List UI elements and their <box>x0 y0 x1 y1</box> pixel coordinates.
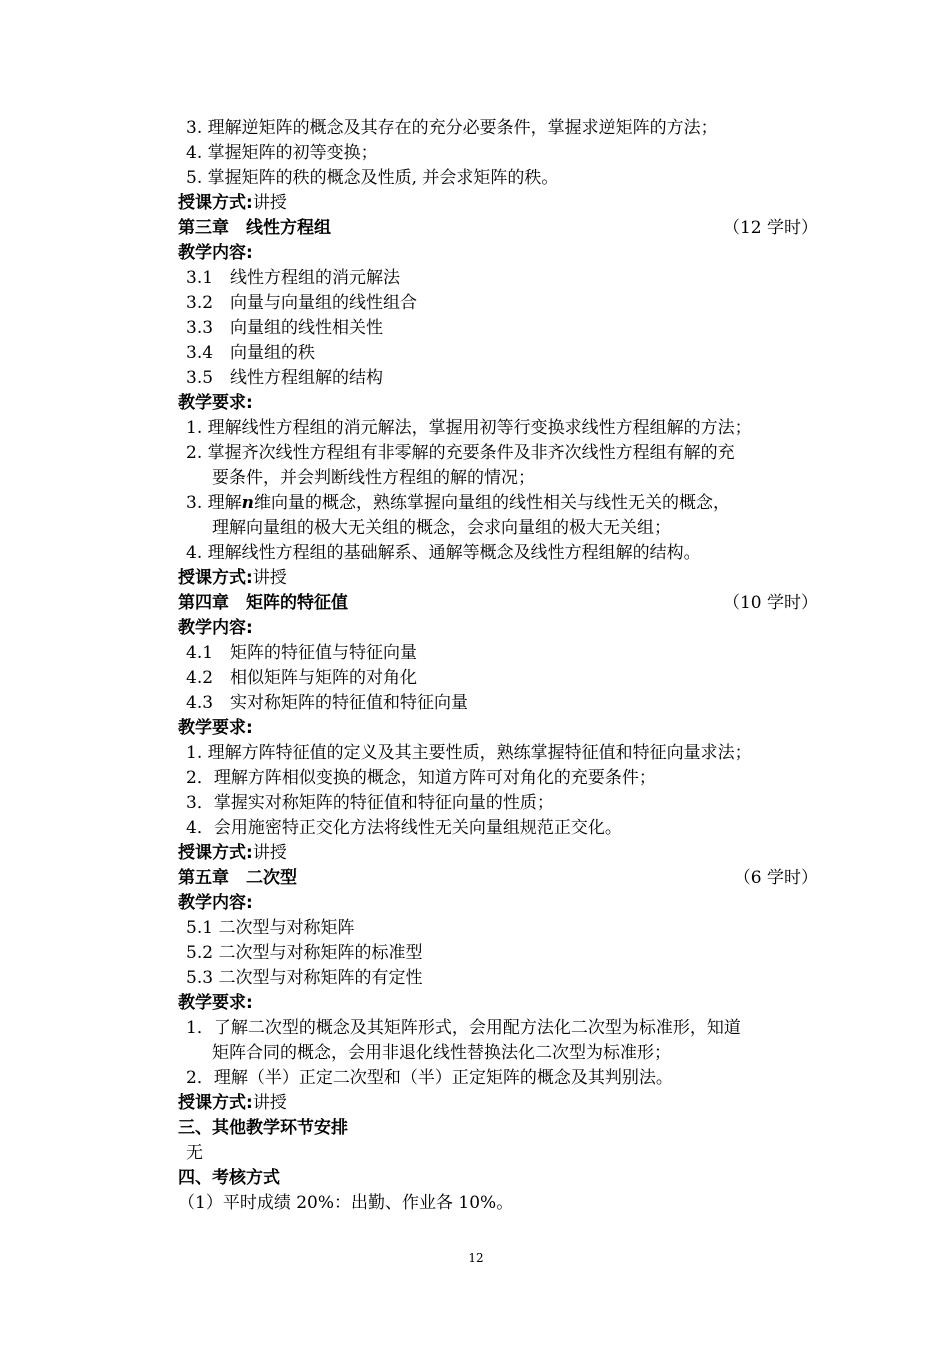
teaching-method-label: 授课方式: <box>178 1093 253 1113</box>
content-item <box>186 291 826 315</box>
teaching-method-value: 讲授 <box>252 1093 287 1113</box>
content-text: 线性方程组的消元解法 <box>230 268 400 288</box>
content-number: 4.3 <box>186 693 214 713</box>
teaching-method-label: 授课方式: <box>178 843 253 863</box>
content-item <box>186 316 826 340</box>
requirement-text: 维向量的概念，熟练掌握向量组的线性相关与线性无关的概念， <box>254 493 730 513</box>
requirement-item: 1. 理解线性方程组的消元解法，掌握用初等行变换求线性方程组解的方法； <box>186 418 752 438</box>
chapter-heading <box>178 591 818 615</box>
content-text: 矩阵的特征值与特征向量 <box>230 643 417 663</box>
content-number: 3.5 <box>186 368 214 388</box>
content-number: 3.2 <box>186 293 214 313</box>
section-heading: 四、考核方式 <box>178 1168 280 1188</box>
requirement-item: 4. 理解线性方程组的基础解系、通解等概念及线性方程组解的结构。 <box>186 543 701 563</box>
content-text: 向量组的线性相关性 <box>230 318 383 338</box>
teaching-content-label: 教学内容: <box>178 618 253 638</box>
teaching-method <box>178 1091 818 1115</box>
content-text: 实对称矩阵的特征值和特征向量 <box>230 693 468 713</box>
requirement-item-continued: 矩阵合同的概念，会用非退化线性替换法化二次型为标准形； <box>212 1043 671 1063</box>
requirement-item: 2．理解（半）正定二次型和（半）正定矩阵的概念及其判别法。 <box>186 1068 673 1088</box>
requirement-item: 2. 掌握齐次线性方程组有非零解的充要条件及非齐次线性方程组有解的充 <box>186 443 735 463</box>
page-number: 12 <box>468 1251 484 1265</box>
requirement-item: 1．了解二次型的概念及其矩阵形式，会用配方法化二次型为标准形，知道 <box>186 1018 741 1038</box>
chapter-hours: （6 学时） <box>733 868 818 888</box>
content-item: 5.3 二次型与对称矩阵的有定性 <box>186 968 423 988</box>
content-text: 向量与向量组的线性组合 <box>230 293 417 313</box>
requirement-text: 3. 理解 <box>186 493 242 513</box>
teaching-requirements-label: 教学要求: <box>178 393 253 413</box>
content-text: 向量组的秩 <box>230 343 315 363</box>
chapter-heading <box>178 216 818 240</box>
requirement-item: 3．掌握实对称矩阵的特征值和特征向量的性质； <box>186 793 554 813</box>
variable-n: n <box>241 493 254 513</box>
content-text: 相似矩阵与矩阵的对角化 <box>230 668 417 688</box>
chapter-title: 第三章 线性方程组 <box>178 218 331 238</box>
teaching-requirements-label: 教学要求: <box>178 993 253 1013</box>
teaching-method <box>178 841 818 865</box>
chapter-hours: （12 学时） <box>722 218 818 238</box>
content-number: 3.3 <box>186 318 214 338</box>
requirement-item: 5. 掌握矩阵的秩的概念及性质, 并会求矩阵的秩。 <box>186 168 559 188</box>
requirement-item <box>186 491 826 515</box>
chapter-title: 第五章 二次型 <box>178 868 297 888</box>
chapter-heading <box>178 866 818 890</box>
teaching-method-label: 授课方式: <box>178 568 253 588</box>
content-number: 4.1 <box>186 643 214 663</box>
content-item <box>186 266 826 290</box>
content-item: 5.2 二次型与对称矩阵的标准型 <box>186 943 423 963</box>
teaching-method-value: 讲授 <box>252 568 287 588</box>
content-item <box>186 366 826 390</box>
teaching-requirements-label: 教学要求: <box>178 718 253 738</box>
requirement-item-continued: 理解向量组的极大无关组的概念，会求向量组的极大无关组； <box>212 518 671 538</box>
teaching-method <box>178 566 818 590</box>
chapter-hours: （10 学时） <box>722 593 818 613</box>
teaching-method <box>178 191 818 215</box>
content-text: 线性方程组解的结构 <box>230 368 383 388</box>
teaching-content-label: 教学内容: <box>178 243 253 263</box>
teaching-method-value: 讲授 <box>252 193 287 213</box>
requirement-item: 4. 掌握矩阵的初等变换； <box>186 143 378 163</box>
teaching-content-label: 教学内容: <box>178 893 253 913</box>
chapter-title: 第四章 矩阵的特征值 <box>178 593 348 613</box>
content-item <box>186 641 826 665</box>
content-item <box>186 666 826 690</box>
requirement-item: 4．会用施密特正交化方法将线性无关向量组规范正交化。 <box>186 818 622 838</box>
requirement-item: 2．理解方阵相似变换的概念，知道方阵可对角化的充要条件； <box>186 768 656 788</box>
requirement-item: 1. 理解方阵特征值的定义及其主要性质，熟练掌握特征值和特征向量求法； <box>186 743 752 763</box>
content-item <box>186 691 826 715</box>
teaching-method-value: 讲授 <box>252 843 287 863</box>
content-number: 3.1 <box>186 268 214 288</box>
teaching-method-label: 授课方式: <box>178 193 253 213</box>
content-number: 3.4 <box>186 343 214 363</box>
section-body: 无 <box>186 1143 203 1163</box>
section-body: （1）平时成绩 20%：出勤、作业各 10%。 <box>178 1193 514 1213</box>
content-item: 5.1 二次型与对称矩阵 <box>186 918 355 938</box>
requirement-item-continued: 要条件，并会判断线性方程组的解的情况； <box>212 468 535 488</box>
requirement-item: 3. 理解逆矩阵的概念及其存在的充分必要条件，掌握求逆矩阵的方法； <box>186 118 718 138</box>
content-number: 4.2 <box>186 668 214 688</box>
section-heading: 三、其他教学环节安排 <box>178 1118 348 1138</box>
content-item <box>186 341 826 365</box>
